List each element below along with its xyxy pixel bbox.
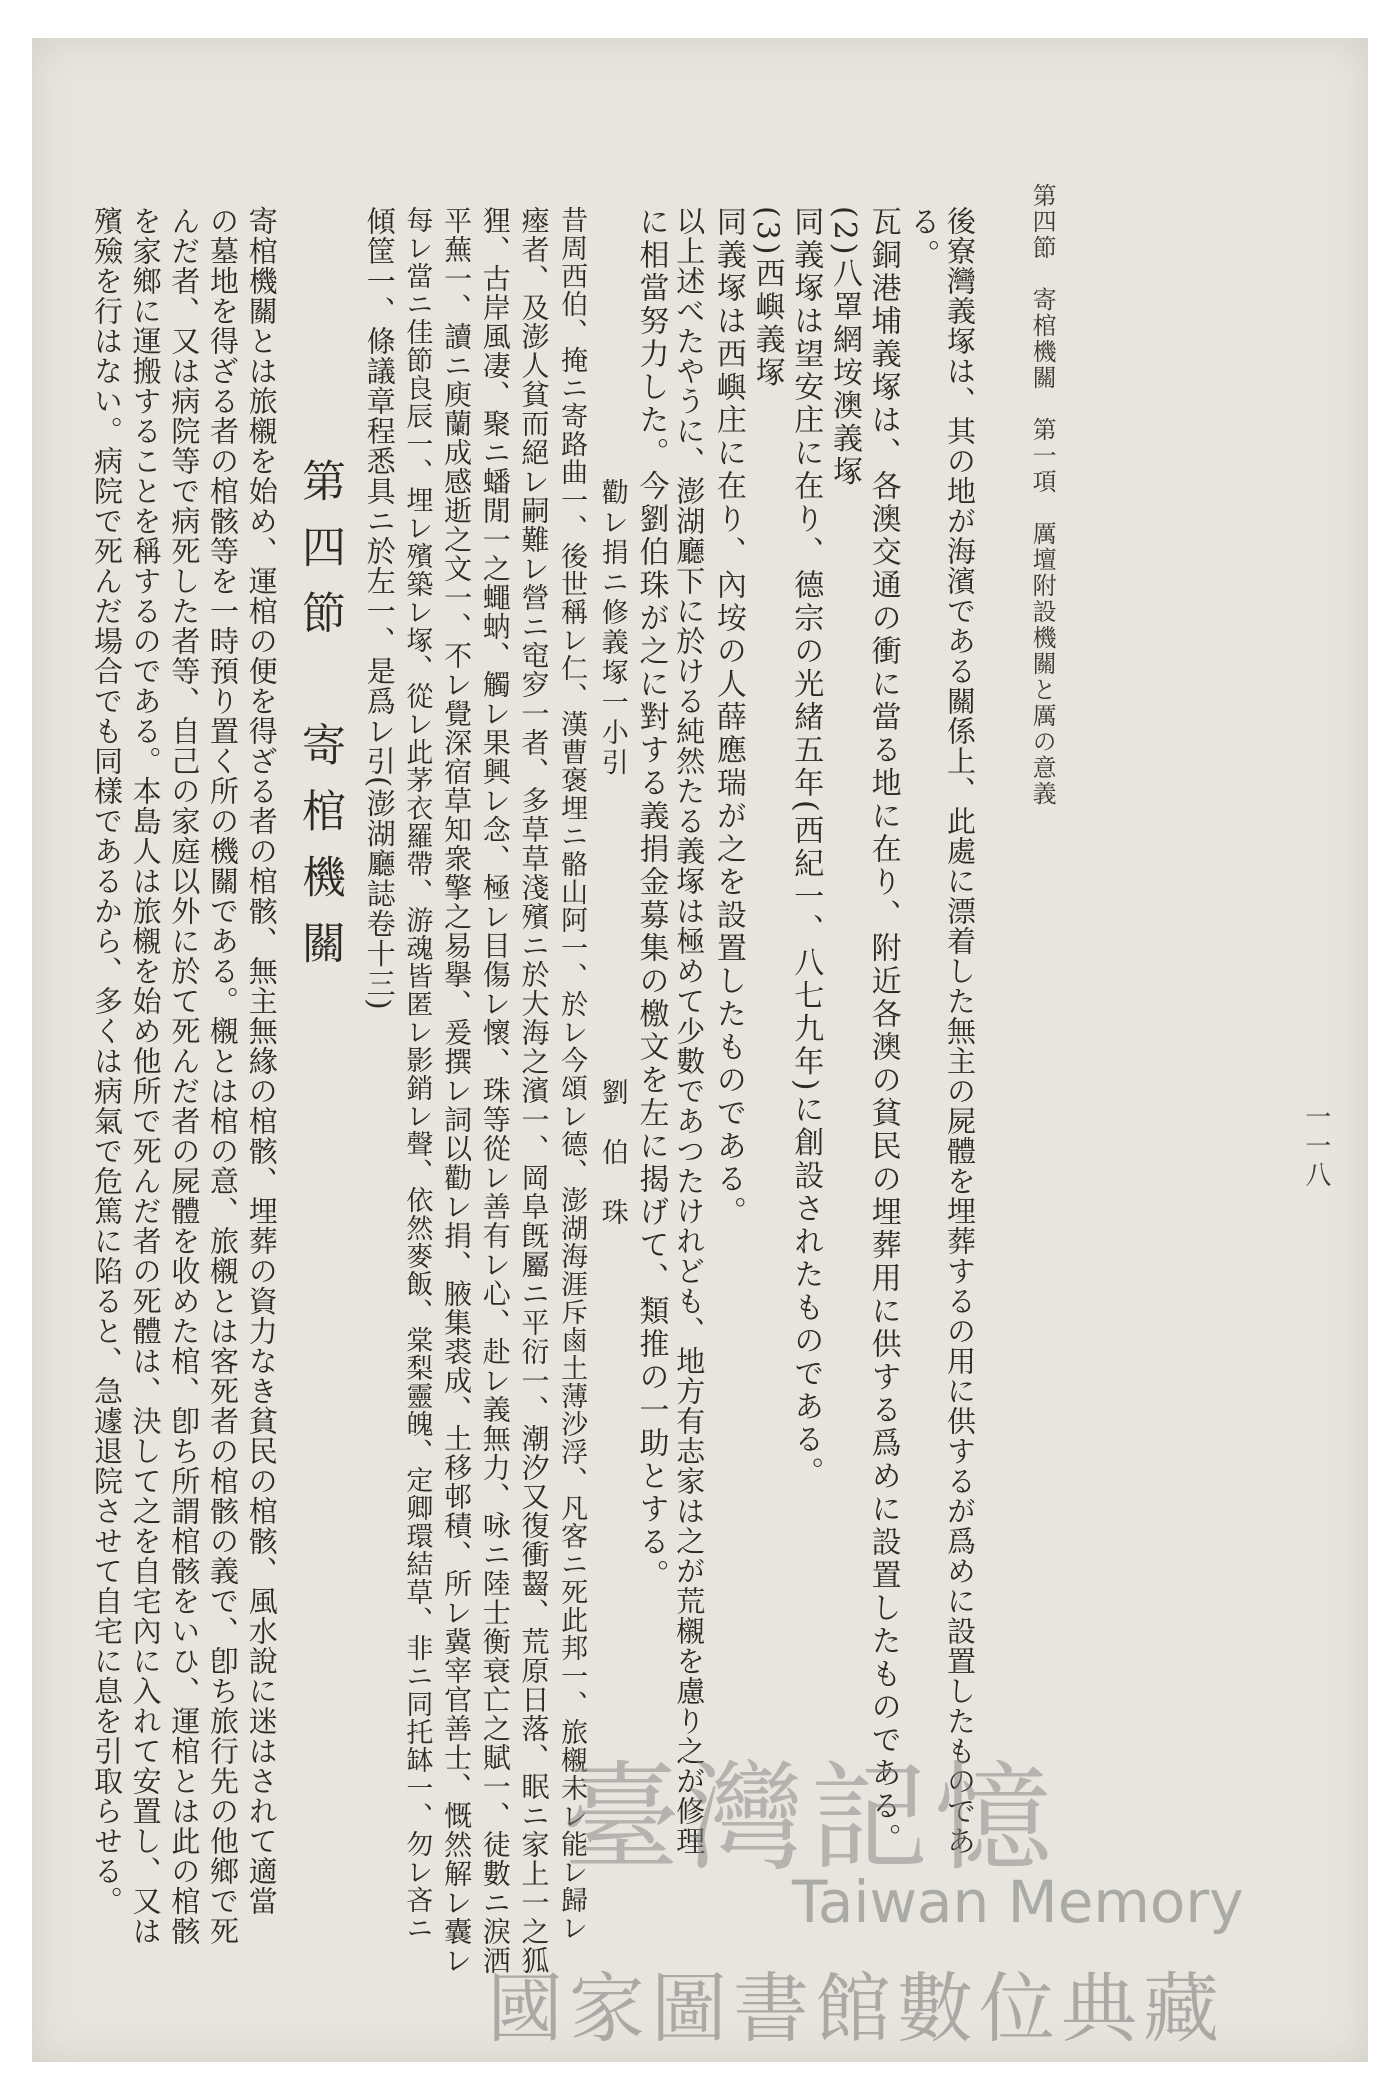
section-title: 第四節 寄棺機關 — [294, 458, 346, 986]
quote-line: 昔周西伯、掩ニ寄路曲一、後世稱レ仁、漢曹褒埋ニ骼山阿一、於レ今頌レ德、澎湖海涯斥鹵土薄沙浮、凡客ニ死此邦一、旅櫬未レ能レ歸レ — [556, 206, 588, 1942]
quote-line: 平蕪一、讀ニ庾蘭成感逝之文一、不レ覺深宿草知衆擎之易擧、爰撰レ詞以勸レ捐、腋集裘成、土移邨積、所レ冀宰官善士、慨然解レ囊レ — [440, 206, 474, 1975]
running-header: 第四節 寄棺機關 第一項 厲壇附設機關と厲の意義 — [1028, 183, 1057, 807]
book-page — [32, 38, 1368, 2062]
page-number: 一一八 — [1300, 1103, 1331, 1190]
text-column: の墓地を得ざる者の棺骸等を一時預り置く所の機關である。櫬とは棺の意、旅櫬とは客死者の棺骸の義で、卽ち旅行先の他鄉で死 — [206, 206, 241, 1946]
watermark-logo: 臺灣記憶 — [562, 1749, 1059, 1887]
subheading: (2)八罩網垵澳義塚 — [826, 206, 862, 489]
subheading: (3)西嶼義塚 — [749, 206, 785, 390]
text-column: る。 — [904, 206, 940, 272]
quote-line: 傾筐一、條議章程悉具ニ於左一、是爲レ引(澎湖廳誌卷十三) — [362, 206, 397, 1011]
text-column: 寄棺機關とは旅櫬を始め、運棺の便を得ざる者の棺骸、無主無緣の棺骸、埋葬の資力なき貧民の棺骸、風水說に迷はされて適當 — [244, 206, 279, 1916]
text-column: んだ者、又は病院等で病死した者等、自己の家庭以外に於て死んだ者の屍體を收めた棺、卽ち所謂棺骸をいひ、運棺とは此の棺骸 — [167, 206, 202, 1946]
quote-line: 狸、古岸風凄、聚ニ蟠閒一之蠅蚋、觸レ果興レ念、極レ目傷レ懷、珠等從レ善有レ心、赴レ義無力、咏ニ陸士衡衰亡之賦一、徒數ニ淚洒 — [478, 206, 512, 1975]
watermark-english: Taiwan Memory — [792, 1868, 1244, 1936]
text-column: に相當努力した。今劉伯珠が之に對する義捐金募集の檄文を左に揭げて、類推の一助とする。 — [633, 206, 669, 1592]
text-column: 同義塚は望安庄に在り、德宗の光緒五年(西紀一、八七九年)に創設されたものである。 — [788, 206, 824, 1490]
text-column: 同義塚は西嶼庄に在り、內垵の人薛應瑞が之を設置したものである。 — [710, 206, 746, 1229]
text-column: 殯殮を行はない。病院で死んだ場合でも同樣であるから、多くは病氣で危篤に陷ると、急遽退院させて自宅に息を引取らせる。 — [90, 206, 124, 1916]
quote-title: 勸レ捐ニ修義塚一小引 劉 伯 珠 — [596, 478, 628, 1228]
text-column: 以上述べたやうに、澎湖廳下に於ける純然たる義塚は極めて少數であつたけれども、地方有志家は之が荒櫬を慮り之が修理 — [672, 206, 707, 1856]
quote-line: 瘞者、及澎人貧而絕レ嗣難レ營ニ窀穸一者、多草草淺殯ニ於大海之濱一、岡阜旣屬ニ平衍一、潮汐又復衝齧、荒原日落、眠ニ家上一之狐 — [517, 206, 551, 1975]
text-column: 後寮灣義塚は、其の地が海濱である關係上、此處に漂着した無主の屍體を埋葬するの用に供するが爲めに設置したものであ — [943, 206, 977, 1856]
text-column: 瓦銅港埔義塚は、各澳交通の衝に當る地に在り、附近各澳の貧民の埋葬用に供する爲めに設置したものである。 — [865, 206, 901, 1856]
text-column: を家鄉に運搬することを稱するのである。本島人は旅櫬を始め他所で死んだ者の死體は、決して之を自宅內に入れて安置し、又は — [128, 206, 163, 1946]
watermark-institution: 國家圖書館數位典藏 — [487, 1964, 1225, 2053]
quote-line: 每レ當ニ佳節良辰一、埋レ殯築レ塚、從レ此茅衣羅帶、游魂皆匿レ影銷レ聲、依然麥飯、棠梨靈魄、定卿環結草、非ニ同托缽一、勿レ吝ニ — [401, 206, 433, 1942]
